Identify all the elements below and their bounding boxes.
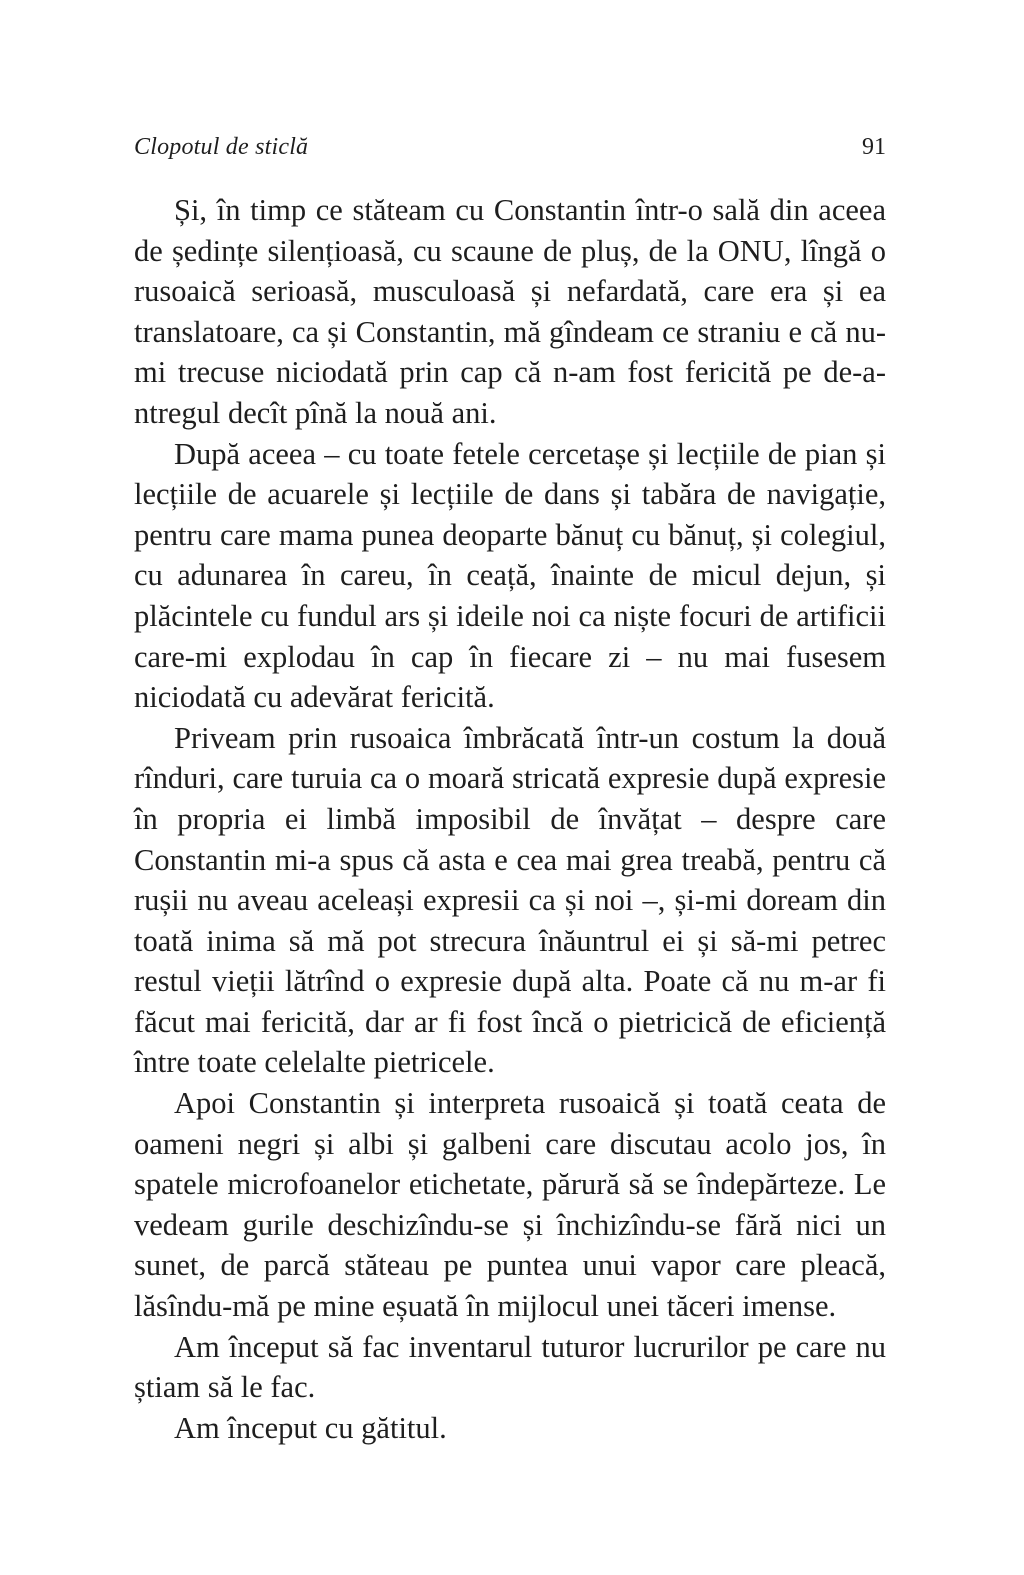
paragraph: Priveam prin rusoaica îmbrăcată într-un costum la două rînduri, care turuia ca o moară stricată expresie după expresie în propria ei limbă imposibil de învățat – despre care Constantin mi-a spus că asta e cea mai grea treabă, pentru că rușii nu aveau aceleași expresii ca și noi –, și-mi doream din toată inima să mă pot strecura înăuntrul ei și să-mi petrec restul vieții lătrînd o expresie după alta. Poate că nu m-ar fi făcut mai fericită, dar ar fi fost încă o pietricică de eficiență între toate celelalte pietricele. bbox=[134, 720, 886, 1080]
running-header bbox=[134, 132, 886, 166]
book-title: Clopotul de sticlă bbox=[134, 134, 309, 160]
page-number: 91 bbox=[862, 134, 886, 160]
paragraph: Apoi Constantin și interpreta rusoaică și toată ceata de oameni negri și albi și galbeni care discutau acolo jos, în spatele microfoanelor etichetate, părură să se îndepărteze. Le vedeam gurile deschizîndu-se și închizîndu-se fără nici un sunet, de parcă stăteau pe puntea unui vapor care pleacă, lăsîndu-mă pe mine eșuată în mijlocul unei tăceri imense. bbox=[134, 1086, 886, 1324]
paragraph: Și, în timp ce stăteam cu Constantin într-o sală din aceea de ședințe silențioasă, cu scaune de pluș, de la ONU, lîngă o rusoaică serioasă, musculoasă și nefardată, care era și ea translatoare, ca și Constantin, mă gîndeam ce straniu e că nu-mi trecuse niciodată prin cap că n-am fost fericită pe de-a-ntregul decît pînă la nouă ani. bbox=[134, 193, 886, 430]
paragraph: După aceea – cu toate fetele cercetașe și lecțiile de pian și lecțiile de acuarele și lecțiile de dans și tabăra de navigație, pentru care mama punea deoparte bănuț cu bănuț, și colegiul, cu adunarea în careu, în ceață, înainte de micul dejun, și plăcintele cu fundul ars și ideile noi ca niște focuri de artificii care-mi explodau în cap în fiecare zi – nu mai fusesem niciodată cu adevărat fericită. bbox=[134, 436, 886, 715]
paragraph: Am început să fac inventarul tuturor lucrurilor pe care nu știam să le fac. bbox=[134, 1329, 886, 1405]
paragraph: Am început cu gătitul. bbox=[174, 1410, 447, 1445]
body-text bbox=[134, 190, 886, 1448]
